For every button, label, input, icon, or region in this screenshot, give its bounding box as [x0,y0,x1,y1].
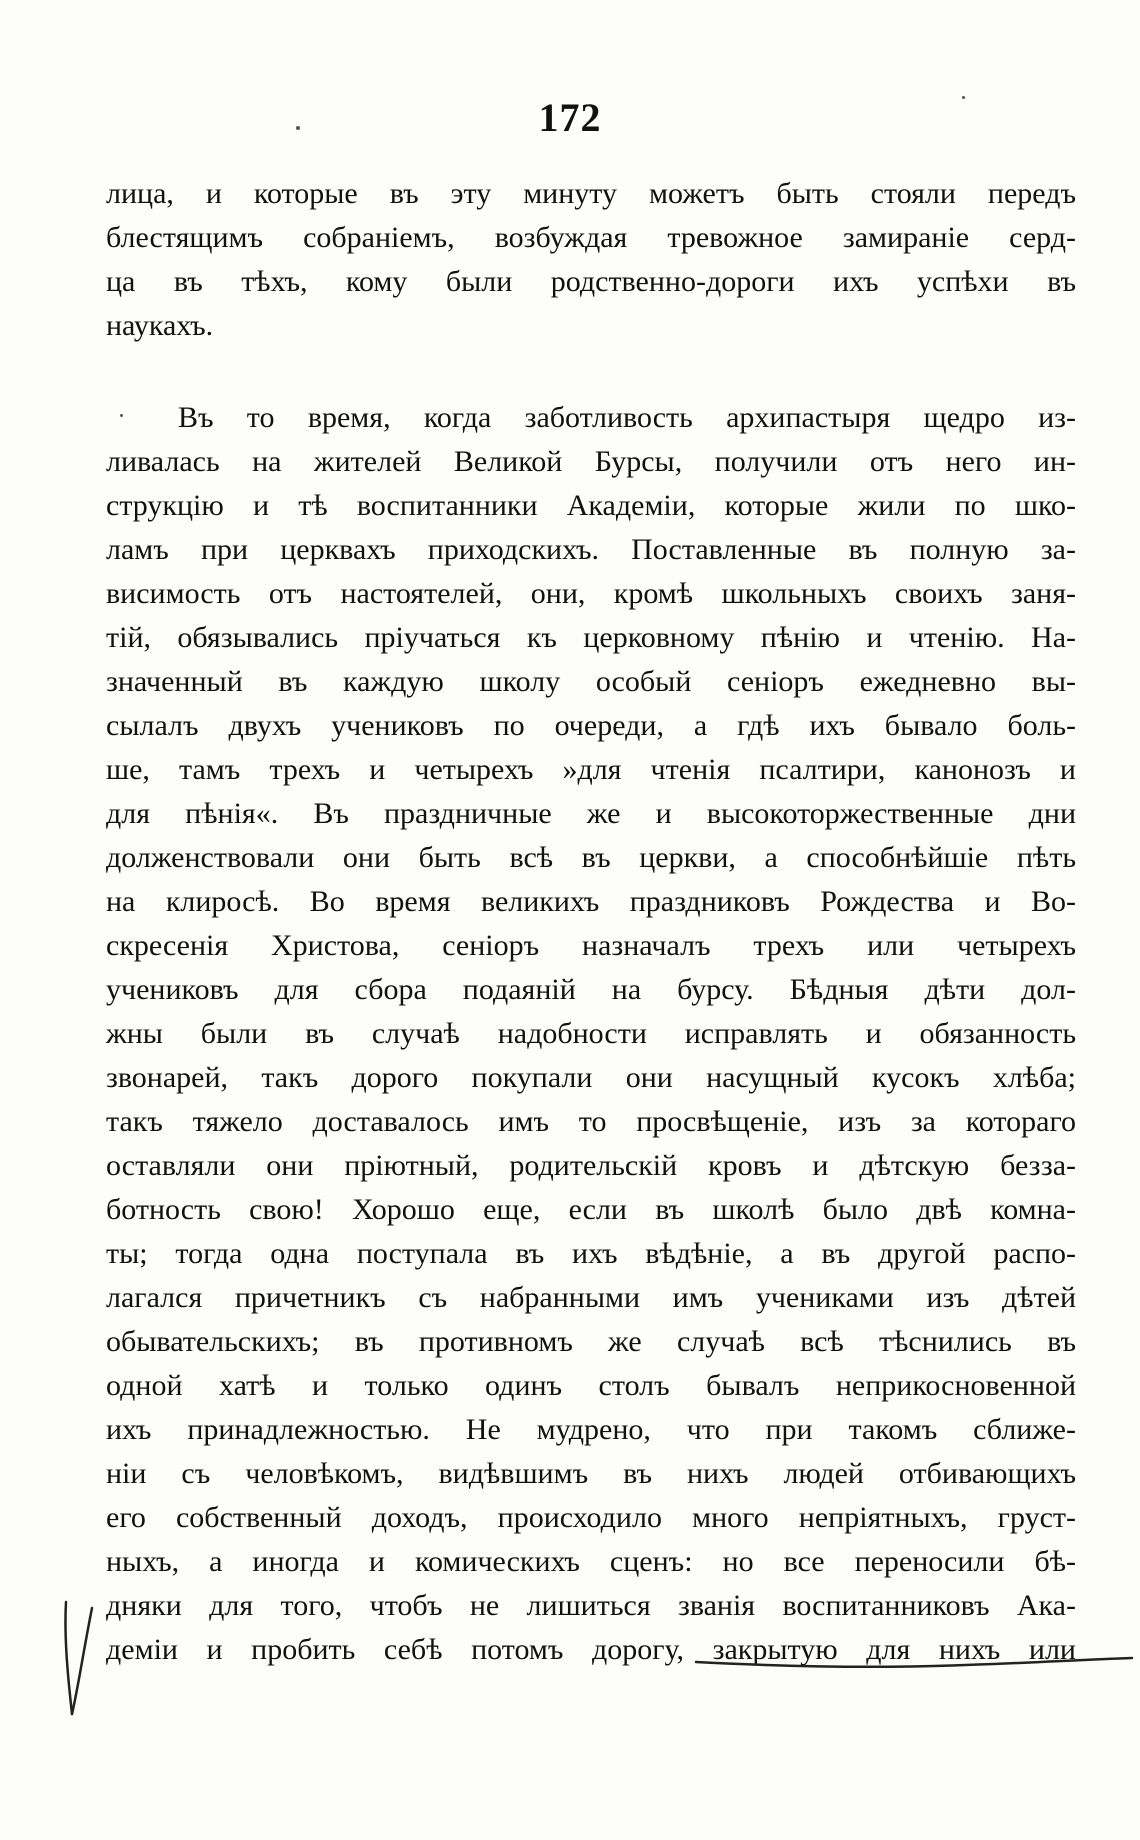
text-line: значенный въ каждую школу особый сеніоръ ежедневно вы- [106,665,1076,698]
text-line: наукахъ. [106,309,214,342]
page-number: 172 [538,95,602,140]
text-line: ніи съ человѣкомъ, видѣвшимъ въ нихъ людей отбивающихъ [106,1457,1076,1490]
ink-speck [296,126,300,130]
paragraph-2 [106,396,1076,1672]
text-line: жны были въ случаѣ надобности исправлять и обязанность [106,1017,1076,1050]
text-line: Въ то время, когда заботливость архипастыря щедро из- [178,401,1076,434]
text-line: долженствовали они быть всѣ въ церкви, а способнѣйшіе пѣть [106,841,1076,874]
text-line: на клиросѣ. Во время великихъ праздниковъ Рождества и Во- [106,885,1076,918]
text-line: одной хатѣ и только одинъ столъ бывалъ неприкосновенной [106,1369,1076,1402]
text-line: тій, обязывались пріучаться къ церковному пѣнію и чтенію. На- [106,621,1076,654]
text-line: блестящимъ собраніемъ, возбуждая тревожное замираніе серд- [106,221,1076,254]
text-line: дняки для того, чтобъ не лишиться званія воспитанниковъ Ака- [106,1589,1076,1622]
text-line: ты; тогда одна поступала въ ихъ вѣдѣніе, а въ другой распо- [106,1237,1076,1270]
text-line: скресенія Христова, сеніоръ назначалъ трехъ или четырехъ [106,929,1076,962]
text-line: такъ тяжело доставалось имъ то просвѣщеніе, изъ за котораго [106,1105,1076,1138]
text-line: обывательскихъ; въ противномъ же случаѣ всѣ тѣснились въ [106,1325,1076,1358]
text-line: оставляли они пріютный, родительскій кровъ и дѣтскую безза- [106,1149,1076,1182]
text-line: ламъ при церквахъ приходскихъ. Поставленные въ полную за- [106,533,1076,566]
text-line: висимость отъ настоятелей, они, кромѣ школьныхъ своихъ заня- [106,577,1076,610]
text-line: деміи и пробить себѣ потомъ дорогу, закрытую для нихъ или [106,1633,1076,1666]
ink-speck [120,414,123,417]
pencil-underline-mark [694,1652,1134,1672]
text-line: звонарей, такъ дорого покупали они насущный кусокъ хлѣба; [106,1061,1076,1094]
margin-pencil-mark [58,1598,102,1718]
text-line: ливалась на жителей Великой Бурсы, получили отъ него ин- [106,445,1076,478]
text-line: ныхъ, а иногда и комическихъ сценъ: но все переносили бѣ- [106,1545,1076,1578]
text-line: ихъ принадлежностью. Не мудрено, что при такомъ сближе- [106,1413,1076,1446]
text-line: лица, и которые въ эту минуту можетъ быть стояли передъ [106,177,1076,210]
text-line: учениковъ для сбора подаяній на бурсу. Бѣдныя дѣти дол- [106,973,1076,1006]
text-line: сылалъ двухъ учениковъ по очереди, а гдѣ ихъ бывало боль- [106,709,1076,742]
text-line: ше, тамъ трехъ и четырехъ »для чтенія псалтири, канонозъ и [106,753,1076,786]
text-line: струкцію и тѣ воспитанники Академіи, которые жили по шко- [106,489,1076,522]
paragraph-1 [106,172,1076,348]
text-line: ца въ тѣхъ, кому были родственно-дороги ихъ успѣхи въ [106,265,1076,298]
text-line: для пѣнія«. Въ праздничные же и высокоторжественные дни [106,797,1076,830]
text-line: ботность свою! Хорошо еще, если въ школѣ было двѣ комна- [106,1193,1076,1226]
text-line: его собственный доходъ, происходило много непріятныхъ, груст- [106,1501,1076,1534]
text-line: лагался причетникъ съ набранными имъ учениками изъ дѣтей [106,1281,1076,1314]
ink-speck [962,96,965,99]
